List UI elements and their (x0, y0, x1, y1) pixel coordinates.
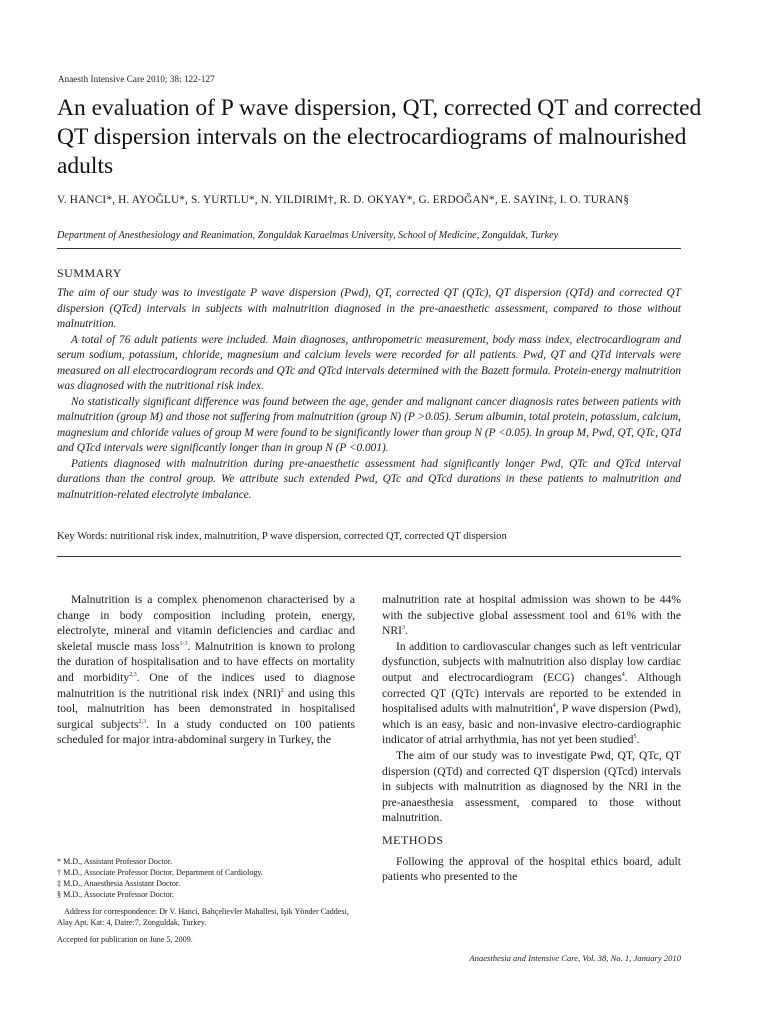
body-paragraph: In addition to cardiovascular changes such as left ventricular dysfunction, subjects with malnutrition also display low cardiac output and electrocardiogram (ECG) changes$^4$. Although corrected QT (QTc) intervals are reported to be extended in hospitalised adults with malnutrition$^4$, P wave dispersion (Pwd), which is an easy, basic and non-invasive electro-cardiographic indicator of atrial arrhythmia, has not yet been studied$^5$. (382, 639, 681, 747)
summary-heading: SUMMARY (57, 266, 122, 280)
footnote: ‡ M.D., Anaesthesia Assistant Doctor. (57, 879, 181, 888)
summary-divider (57, 556, 681, 557)
summary-paragraph: The aim of our study was to investigate P wave dispersion (Pwd), QT, corrected QT (QTc), QT dispersion (QTd) and corrected QT dispersion (QTcd) intervals in subjects with malnutrition diagnosed in the pre-anaesthetic assessment, compared to those without malnutrition. (57, 287, 681, 330)
summary-paragraph: No statistically significant difference was found between the age, gender and malignant cancer diagnosis rates between patients with malnutrition (group M) and those not suffering from malnutrition (group N) (P >0.05). Serum albumin, total protein, potassium, calcium, magnesium and chloride values of group M were found to be significantly lower than group N (P <0.05). In group M, Pwd, QT, QTc, QTd and QTcd intervals were significantly longer than in group N (P <0.001). (57, 395, 681, 454)
footnotes (57, 856, 357, 945)
methods-heading: METHODS (382, 832, 444, 847)
summary-paragraph: Patients diagnosed with malnutrition during pre-anaesthetic assessment had significantly longer Pwd, QTc and QTcd interval durations than the control group. We attribute such extended Pwd, QTc and QTcd durations in these patients to malnutrition and malnutrition-related electrolyte imbalance. (57, 457, 681, 501)
journal-citation: Anaesth Intensive Care 2010; 38: 122-127 (58, 74, 215, 84)
body-paragraph: The aim of our study was to investigate Pwd, QT, QTc, QT dispersion (QTd) and corrected QT dispersion (QTcd) intervals in subjects with malnutrition as diagnosed by the NRI in the pre-anaesthesia assessment, compared to those without malnutrition. (382, 748, 681, 825)
author-list: V. HANCI*, H. AYOĞLU*, S. YURTLU*, N. YILDIRIM†, R. D. OKYAY*, G. ERDOĞAN*, E. SAYIN‡, I. O. TURAN§ (57, 194, 630, 206)
accepted-date: Accepted for publication on June 5, 2009. (57, 935, 193, 944)
journal-footer: Anaesthesia and Intensive Care, Vol. 38, No. 1, January 2010 (469, 953, 681, 963)
summary-abstract (57, 286, 681, 503)
footnote: § M.D., Associate Professor Doctor. (57, 890, 174, 899)
body-column-left (57, 592, 355, 748)
body-paragraph: Malnutrition is a complex phenomenon characterised by a change in body composition including protein, energy, electrolyte, mineral and vitamin deficiencies and cardiac and skeletal muscle mass loss$^{1-3}$. Malnutrition is known to prolong the duration of hospitalisation and to have effects on mortality and morbidity$^{2,3}$. One of the indices used to diagnose malnutrition is the nutritional risk index (NRI)$^2$ and using this tool, malnutrition has been demonstrated in hospitalised surgical subjects$^{2,3}$. In a study conducted on 100 patients scheduled for major intra-abdominal surgery in Turkey, the (57, 593, 355, 747)
footnote: * M.D., Assistant Professor Doctor. (57, 857, 173, 866)
article-title: An evaluation of P wave dispersion, QT, corrected QT and corrected QT dispersion intervals on the electrocardiograms of malnourished adults (57, 95, 702, 179)
summary-paragraph: A total of 76 adult patients were included. Main diagnoses, anthropometric measurement, body mass index, electrocardiogram and serum sodium, potassium, chloride, magnesium and calcium levels were recorded for all patients. Pwd, QT and QTd intervals were measured on all electrocardiogram records and QTc and QTcd intervals determined with the Bazett formula. Protein-energy malnutrition was diagnosed with the nutritional risk index. (57, 333, 681, 392)
header-divider (57, 248, 681, 249)
correspondence-address: Address for correspondence: Dr V. Hanci, Bahçelievler Mahallesi, Işik Yönder Caddesi, Alay Apt. Kat: 4, Daire:7, Zonguldak, Turkey. (57, 907, 349, 927)
affiliation: Department of Anesthesiology and Reanimation, Zonguldak Karaelmas University, School of Medicine, Zonguldak, Turkey (57, 230, 559, 241)
body-column-right (382, 592, 681, 885)
keywords: Key Words: nutritional risk index, malnutrition, P wave dispersion, corrected QT, corrected QT dispersion (57, 531, 507, 542)
body-paragraph: malnutrition rate at hospital admission was shown to be 44% with the subjective global assessment tool and 61% with the NRI$^3$. (382, 593, 681, 638)
body-paragraph: Following the approval of the hospital ethics board, adult patients who presented to the (382, 854, 681, 884)
footnote: † M.D., Associate Professor Doctor, Department of Cardiology. (57, 868, 263, 877)
